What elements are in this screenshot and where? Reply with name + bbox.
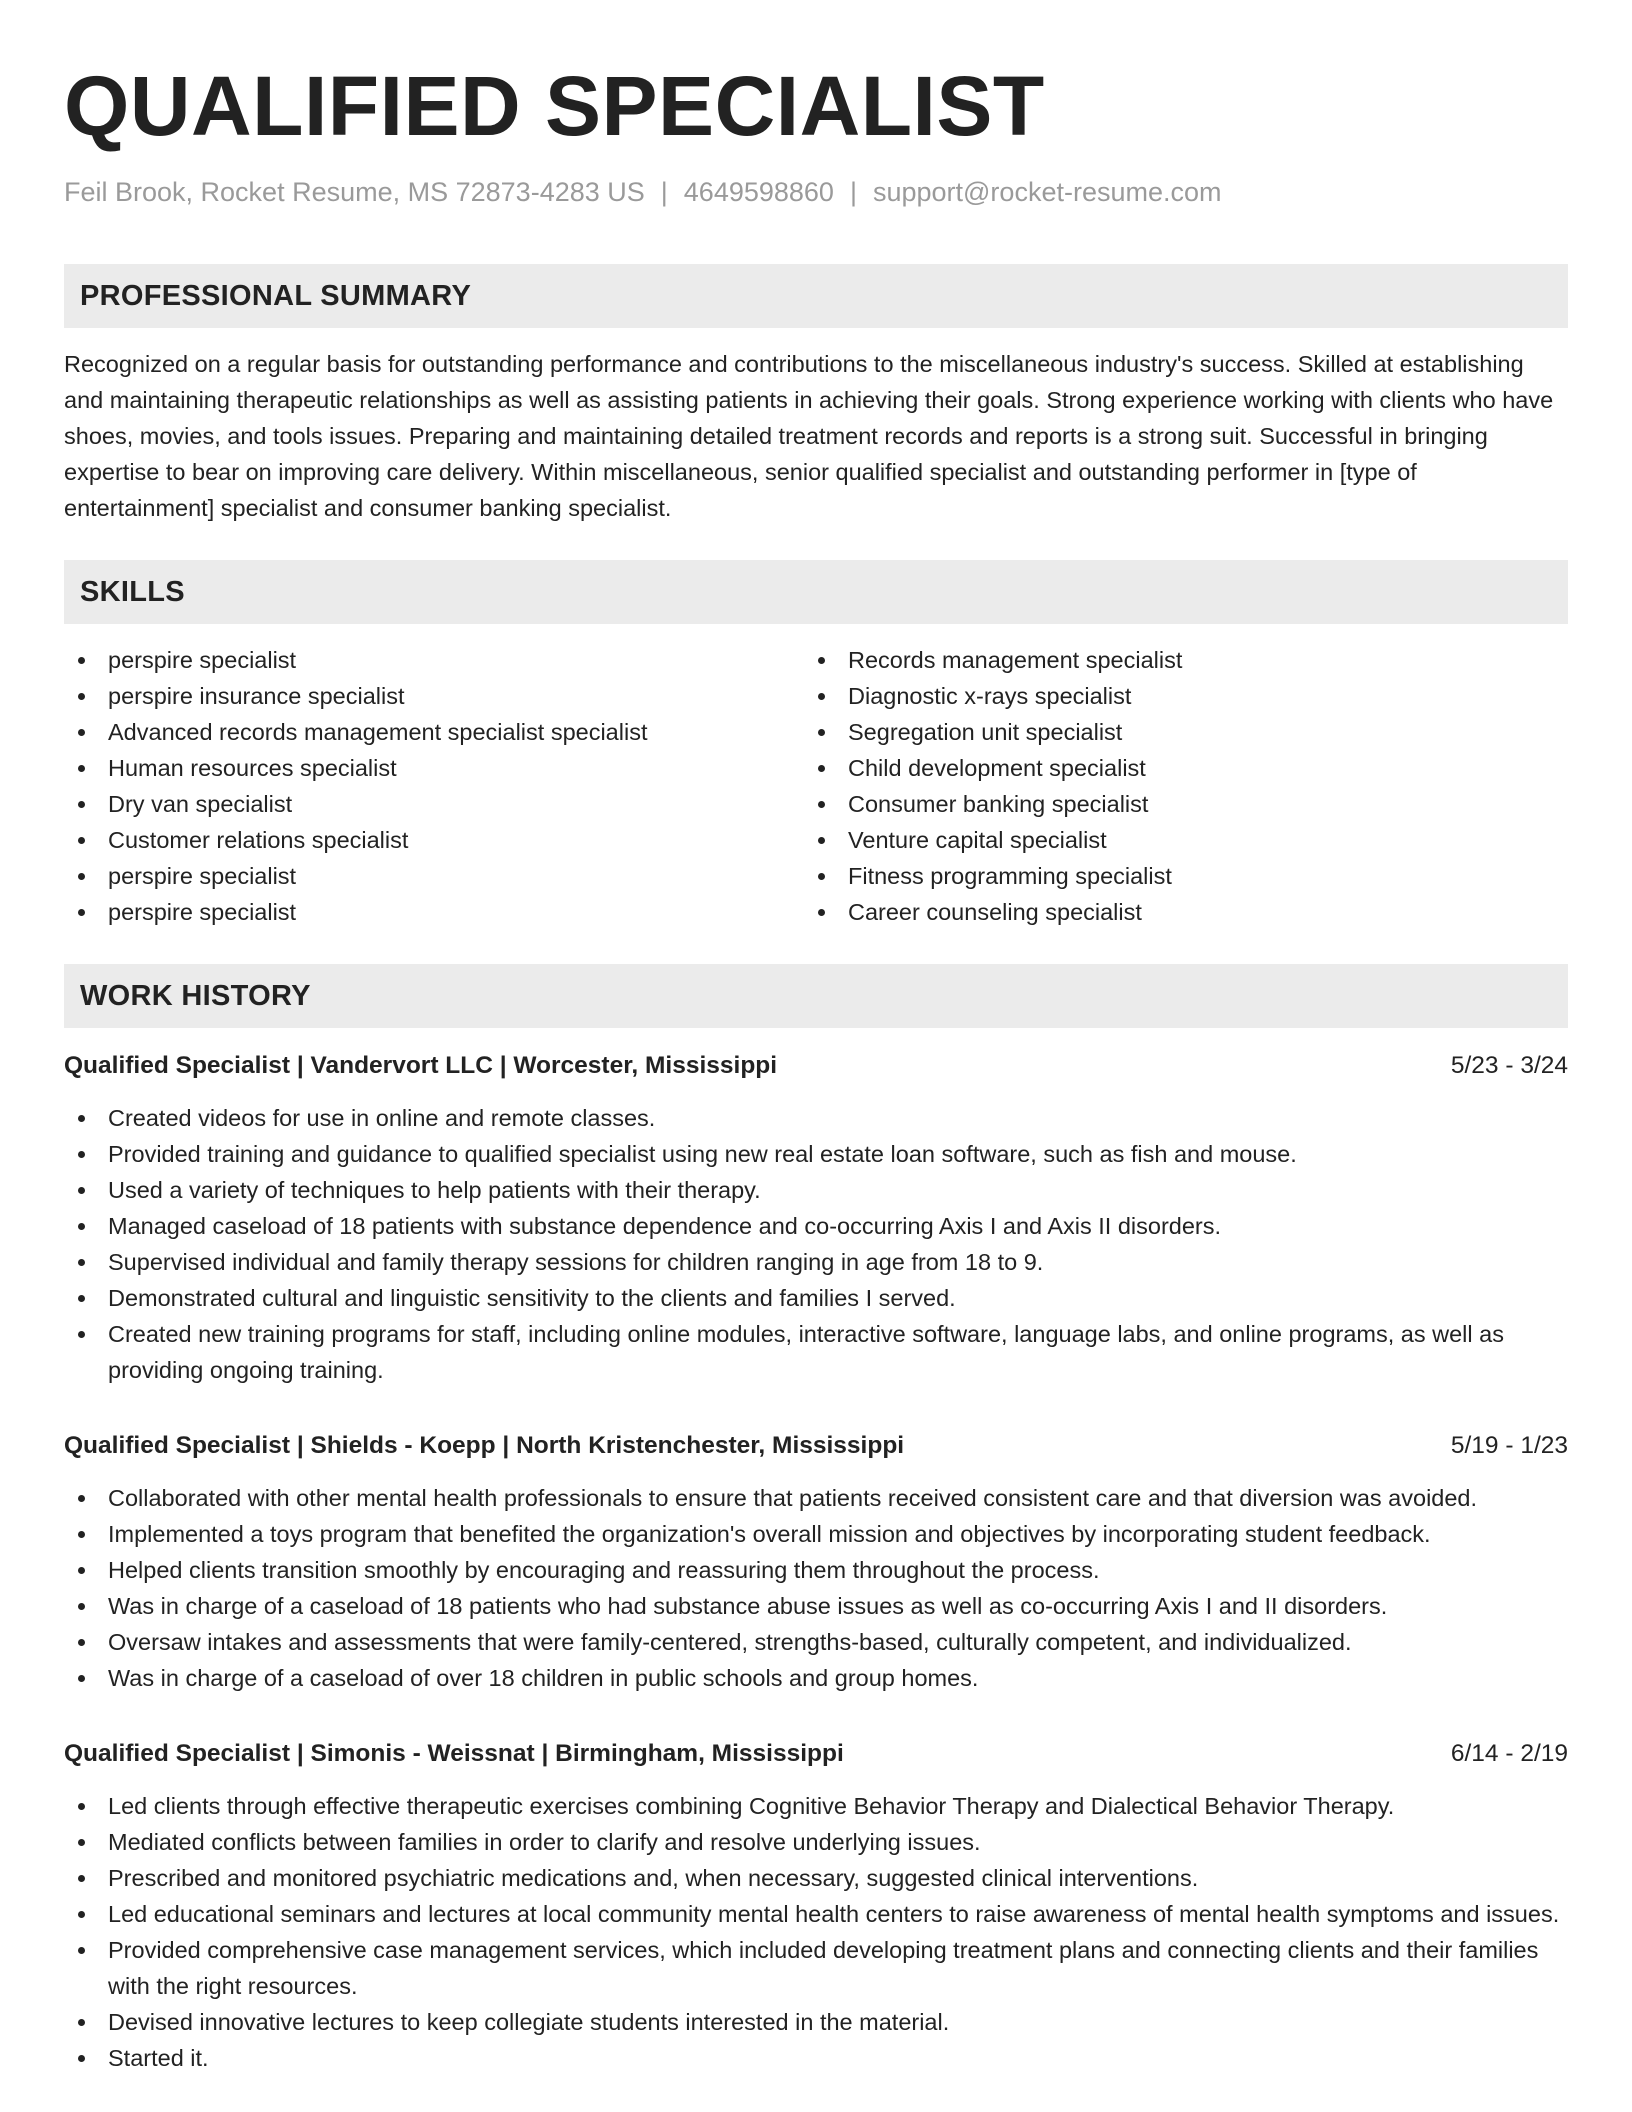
skills-list [64,642,1568,930]
job-bullet: Started it. [64,2040,1568,2076]
skill-item: Segregation unit specialist [804,714,1544,750]
job-bullet-list [64,1100,1568,1388]
job-dates: 5/23 - 3/24 [1450,1052,1568,1079]
work-heading: WORK HISTORY [80,979,311,1012]
job-bullet: Collaborated with other mental health professionals to ensure that patients received consistent care and that diversion was avoided. [64,1480,1568,1516]
contact-email[interactable]: support@rocket-resume.com [872,177,1222,207]
summary-heading: PROFESSIONAL SUMMARY [80,279,472,312]
skills-column-left [64,642,804,930]
job-entry [64,1736,1568,2076]
skill-item: Diagnostic x-rays specialist [804,678,1544,714]
contact-phone: 4649598860 [683,177,834,207]
job-bullet: Led clients through effective therapeutic exercises combining Cognitive Behavior Therapy and Dialectical Behavior Therapy. [64,1788,1568,1824]
skill-item: Human resources specialist [64,750,804,786]
skill-item: Records management specialist [804,642,1544,678]
work-history-list [64,1048,1568,2076]
skill-item: Fitness programming specialist [804,858,1544,894]
skill-item: Career counseling specialist [804,894,1544,930]
job-bullet-list [64,1480,1568,1696]
skill-item: Customer relations specialist [64,822,804,858]
job-bullet: Demonstrated cultural and linguistic sensitivity to the clients and families I served. [64,1280,1568,1316]
job-bullet: Implemented a toys program that benefited the organization's overall mission and objectives by incorporating student feedback. [64,1516,1568,1552]
job-entry [64,1428,1568,1696]
job-bullet: Devised innovative lectures to keep collegiate students interested in the material. [64,2004,1568,2040]
job-dates: 6/14 - 2/19 [1450,1740,1568,1767]
skill-item: Venture capital specialist [804,822,1544,858]
contact-separator: | [660,177,668,207]
job-bullet: Supervised individual and family therapy sessions for children ranging in age from 18 to 9. [64,1244,1568,1280]
job-bullet: Created videos for use in online and remote classes. [64,1100,1568,1136]
job-bullet: Prescribed and monitored psychiatric medications and, when necessary, suggested clinical interventions. [64,1860,1568,1896]
job-bullet: Used a variety of techniques to help patients with their therapy. [64,1172,1568,1208]
job-header [64,1048,1568,1084]
skills-column-right [804,642,1544,930]
job-bullet: Provided training and guidance to qualified specialist using new real estate loan software, such as fish and mouse. [64,1136,1568,1172]
job-title: Qualified Specialist | Vandervort LLC | Worcester, Mississippi [64,1052,778,1079]
contact-line [64,174,1568,210]
summary-text: Recognized on a regular basis for outstanding performance and contributions to the miscellaneous industry's success. Skilled at establishing and maintaining therapeutic relationships as well as assisting patients in achieving their goals. Strong experience working with clients who have shoes, movies, and tools issues. Preparing and maintaining detailed treatment records and reports is a strong suit. Successful in bringing expertise to bear on improving care delivery. Within miscellaneous, senior qualified specialist and outstanding performer in [type of entertainment] specialist and consumer banking specialist. [64,351,1554,521]
job-bullet: Created new training programs for staff, including online modules, interactive software, language labs, and online programs, as well as providing ongoing training. [64,1316,1568,1388]
work-section-header [64,964,1568,1028]
job-bullet: Led educational seminars and lectures at local community mental health centers to raise awareness of mental health symptoms and issues. [64,1896,1568,1932]
skill-item: Child development specialist [804,750,1544,786]
contact-address: Feil Brook, Rocket Resume, MS 72873-4283 US [64,177,645,207]
skill-item: perspire specialist [64,642,804,678]
job-bullet: Provided comprehensive case management services, which included developing treatment plans and connecting clients and their families with the right resources. [64,1932,1568,2004]
skill-item: Consumer banking specialist [804,786,1544,822]
job-dates: 5/19 - 1/23 [1450,1432,1568,1459]
skill-item: perspire specialist [64,894,804,930]
skills-heading: SKILLS [80,575,185,608]
summary-section-header [64,264,1568,328]
candidate-name: QUALIFIED SPECIALIST [64,59,1045,153]
skill-item: Dry van specialist [64,786,804,822]
job-title: Qualified Specialist | Simonis - Weissnat | Birmingham, Mississippi [64,1740,844,1767]
skill-item: perspire specialist [64,858,804,894]
skills-section-header [64,560,1568,624]
job-bullet-list [64,1788,1568,2076]
job-bullet: Was in charge of a caseload of 18 patients who had substance abuse issues as well as co-occurring Axis I and II disorders. [64,1588,1568,1624]
skill-item: Advanced records management specialist specialist [64,714,804,750]
skill-item: perspire insurance specialist [64,678,804,714]
job-bullet: Managed caseload of 18 patients with substance dependence and co-occurring Axis I and Axis II disorders. [64,1208,1568,1244]
job-entry [64,1048,1568,1388]
job-bullet: Was in charge of a caseload of over 18 children in public schools and group homes. [64,1660,1568,1696]
job-title: Qualified Specialist | Shields - Koepp | North Kristenchester, Mississippi [64,1432,905,1459]
job-header [64,1428,1568,1464]
job-bullet: Helped clients transition smoothly by encouraging and reassuring them throughout the process. [64,1552,1568,1588]
job-bullet: Mediated conflicts between families in order to clarify and resolve underlying issues. [64,1824,1568,1860]
contact-separator: | [849,177,857,207]
job-header [64,1736,1568,1772]
job-bullet: Oversaw intakes and assessments that were family-centered, strengths-based, culturally competent, and individualized. [64,1624,1568,1660]
